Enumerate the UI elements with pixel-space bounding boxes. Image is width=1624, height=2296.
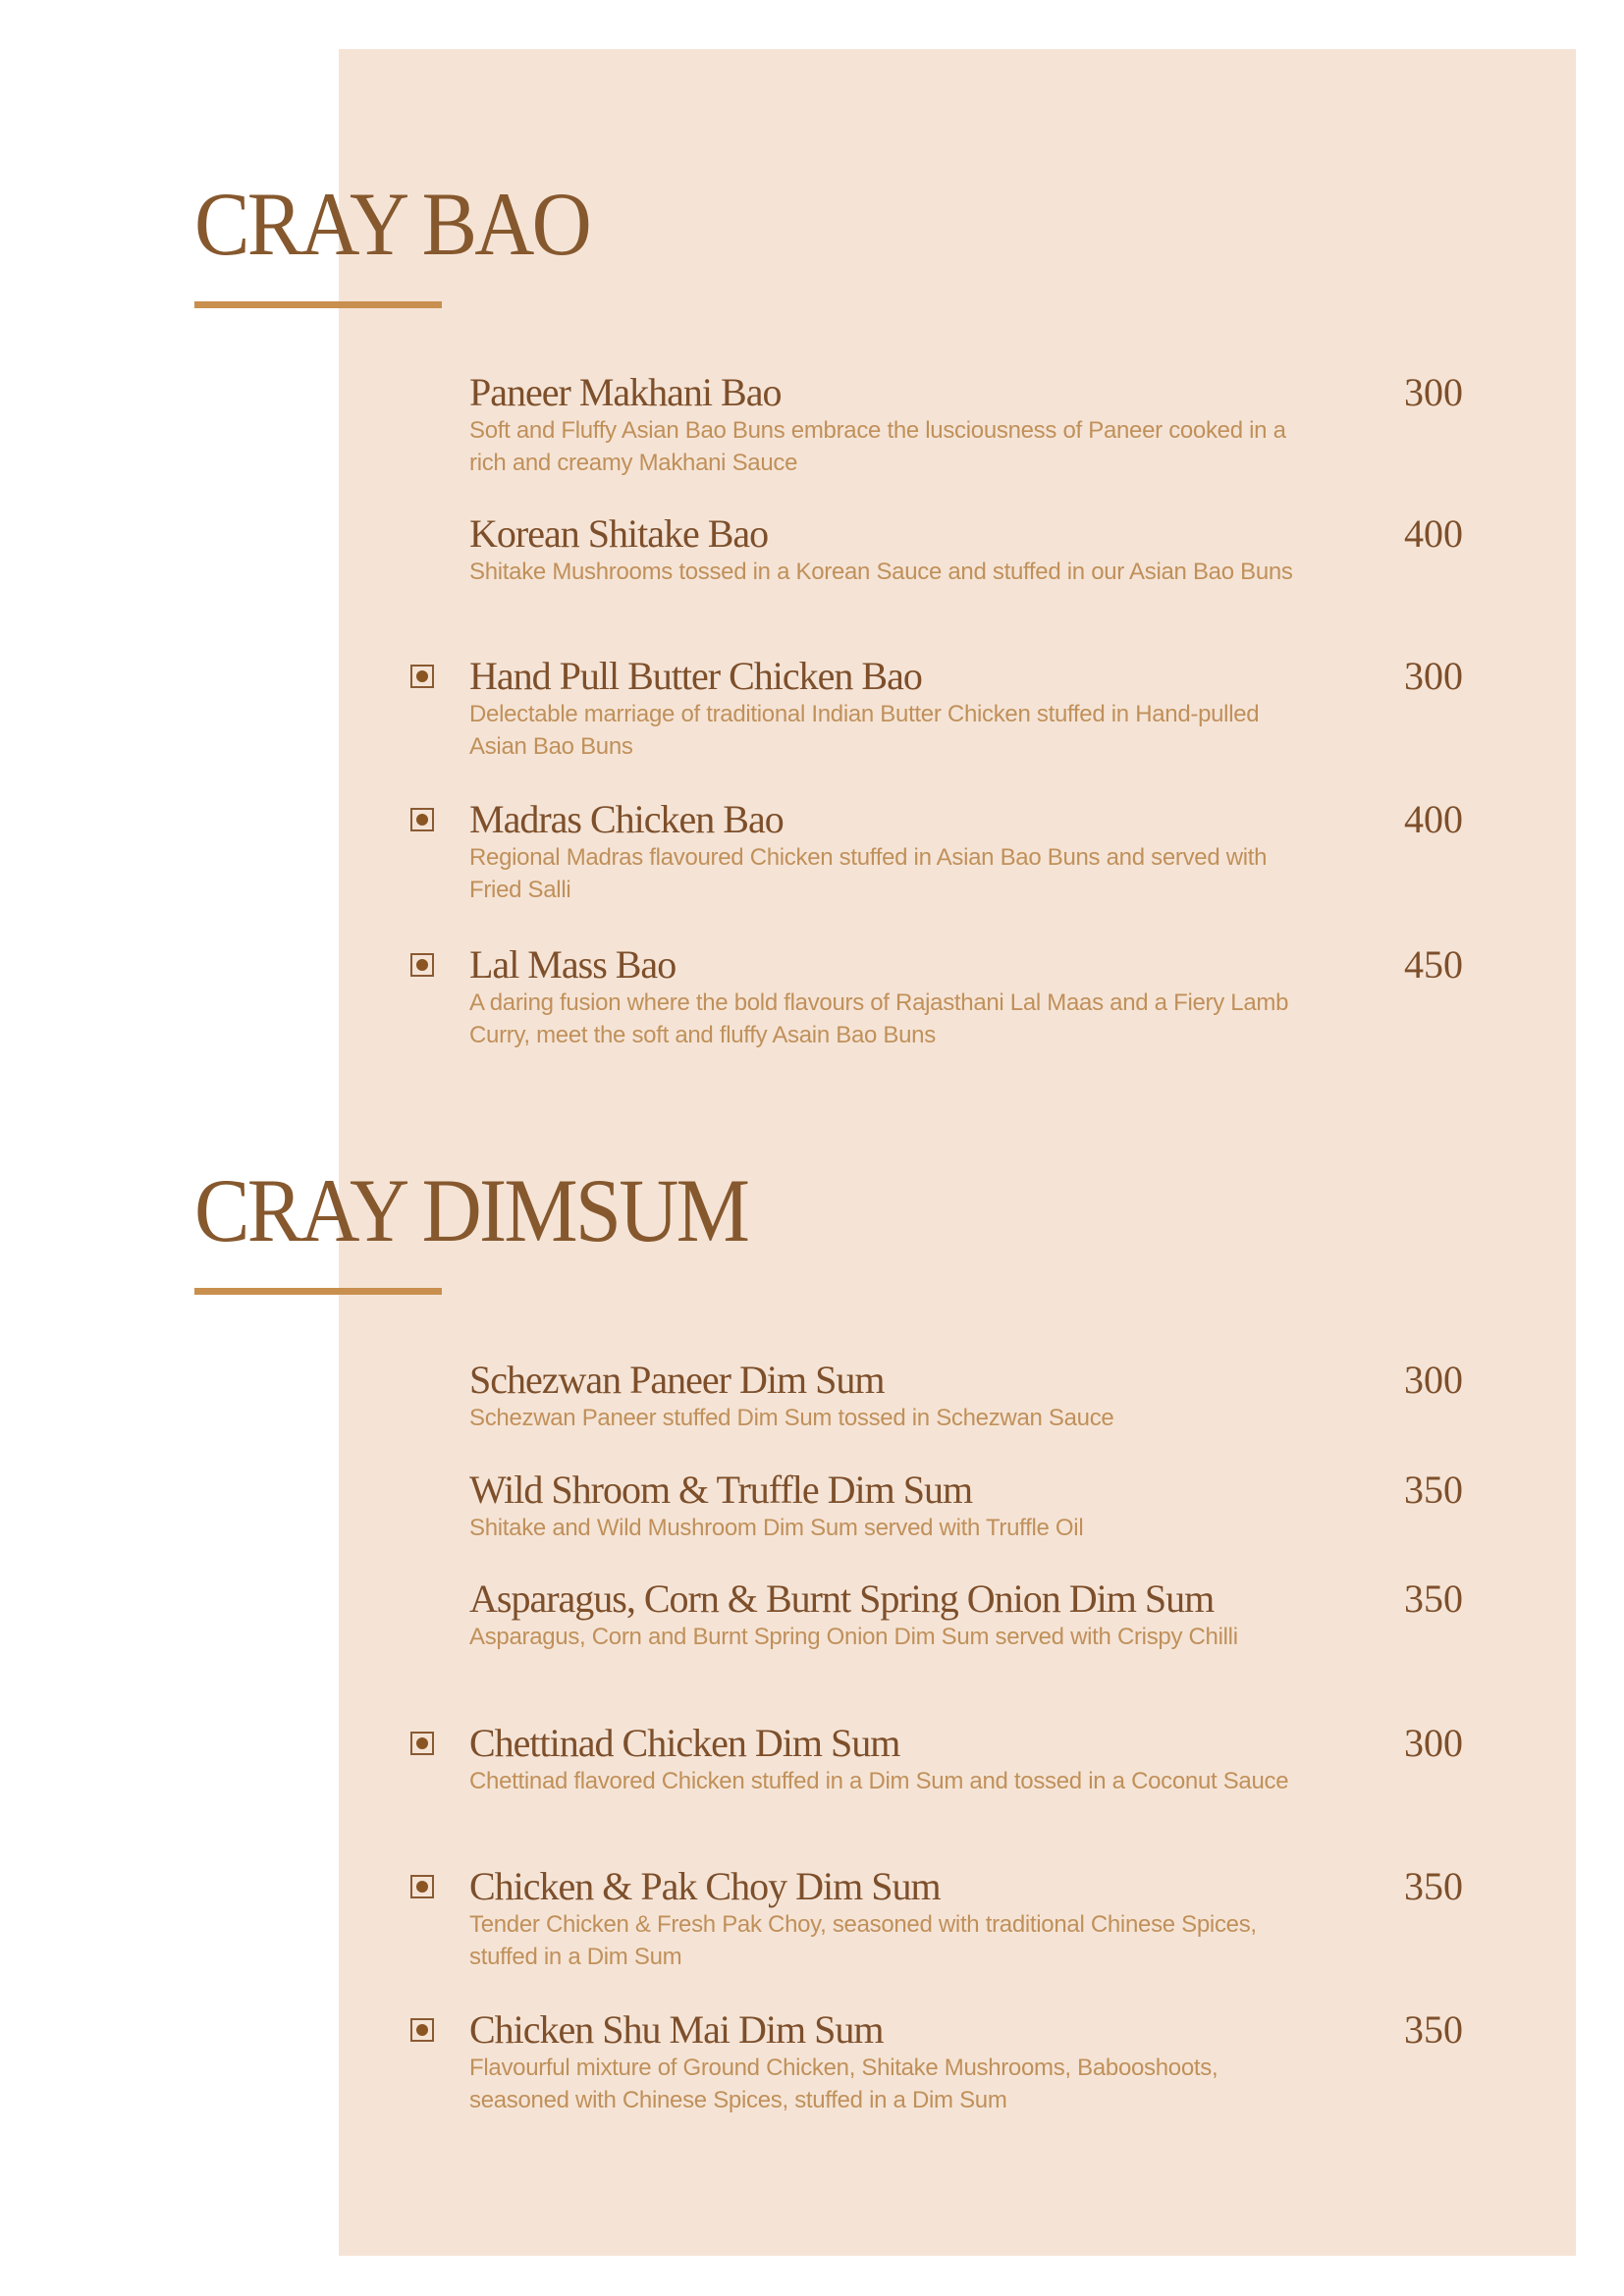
- section-divider: [194, 301, 442, 308]
- item-price: 350: [1404, 1468, 1463, 1512]
- item-price: 350: [1404, 1576, 1463, 1621]
- item-name: Wild Shroom & Truffle Dim Sum: [469, 1468, 973, 1512]
- item-price: 400: [1404, 797, 1463, 841]
- section-title-cray-dimsum: CRAY DIMSUM: [194, 1160, 748, 1260]
- non-veg-icon: [410, 665, 434, 688]
- item-name: Chettinad Chicken Dim Sum: [469, 1721, 900, 1765]
- item-description: Soft and Fluffy Asian Bao Buns embrace the lusciousness of Paneer cooked in a rich and creamy Makhani Sauce: [469, 417, 1286, 476]
- section-divider: [194, 1288, 442, 1295]
- item-description: Flavourful mixture of Ground Chicken, Shitake Mushrooms, Babooshoots, seasoned with Chinese Spices, stuffed in a Dim Sum: [469, 2055, 1218, 2113]
- item-description: Asparagus, Corn and Burnt Spring Onion Dim Sum served with Crispy Chilli: [469, 1624, 1238, 1650]
- item-price: 350: [1404, 2007, 1463, 2052]
- item-description: Regional Madras flavoured Chicken stuffed in Asian Bao Buns and served with Fried Salli: [469, 844, 1268, 903]
- item-price: 300: [1404, 1721, 1463, 1765]
- non-veg-icon: [410, 953, 434, 977]
- item-name: Chicken Shu Mai Dim Sum: [469, 2007, 884, 2052]
- item-name: Chicken & Pak Choy Dim Sum: [469, 1864, 941, 1908]
- item-name: Paneer Makhani Bao: [469, 370, 782, 414]
- item-description: Delectable marriage of traditional Indian Butter Chicken stuffed in Hand-pulled Asian Bao Buns: [469, 701, 1260, 760]
- item-description: Chettinad flavored Chicken stuffed in a Dim Sum and tossed in a Coconut Sauce: [469, 1768, 1289, 1794]
- item-price: 400: [1404, 511, 1463, 556]
- item-description: Shitake Mushrooms tossed in a Korean Sauce and stuffed in our Asian Bao Buns: [469, 559, 1293, 585]
- section-title-cray-bao: CRAY BAO: [194, 174, 590, 274]
- item-name: Lal Mass Bao: [469, 942, 677, 987]
- non-veg-icon: [410, 1732, 434, 1755]
- item-price: 300: [1404, 654, 1463, 698]
- item-name: Korean Shitake Bao: [469, 511, 769, 556]
- item-description: Tender Chicken & Fresh Pak Choy, seasoned with traditional Chinese Spices, stuffed in a Dim Sum: [469, 1911, 1257, 1970]
- item-description: Schezwan Paneer stuffed Dim Sum tossed in Schezwan Sauce: [469, 1405, 1114, 1431]
- item-price: 350: [1404, 1864, 1463, 1908]
- item-description: Shitake and Wild Mushroom Dim Sum served with Truffle Oil: [469, 1515, 1084, 1541]
- non-veg-icon: [410, 808, 434, 831]
- item-name: Asparagus, Corn & Burnt Spring Onion Dim Sum: [469, 1576, 1215, 1621]
- item-name: Schezwan Paneer Dim Sum: [469, 1358, 885, 1402]
- item-price: 450: [1404, 942, 1463, 987]
- item-name: Hand Pull Butter Chicken Bao: [469, 654, 922, 698]
- item-description: A daring fusion where the bold flavours of Rajasthani Lal Maas and a Fiery Lamb Curry, meet the soft and fluffy Asain Bao Buns: [469, 989, 1289, 1048]
- item-price: 300: [1404, 370, 1463, 414]
- item-name: Madras Chicken Bao: [469, 797, 784, 841]
- non-veg-icon: [410, 1875, 434, 1898]
- non-veg-icon: [410, 2018, 434, 2042]
- item-price: 300: [1404, 1358, 1463, 1402]
